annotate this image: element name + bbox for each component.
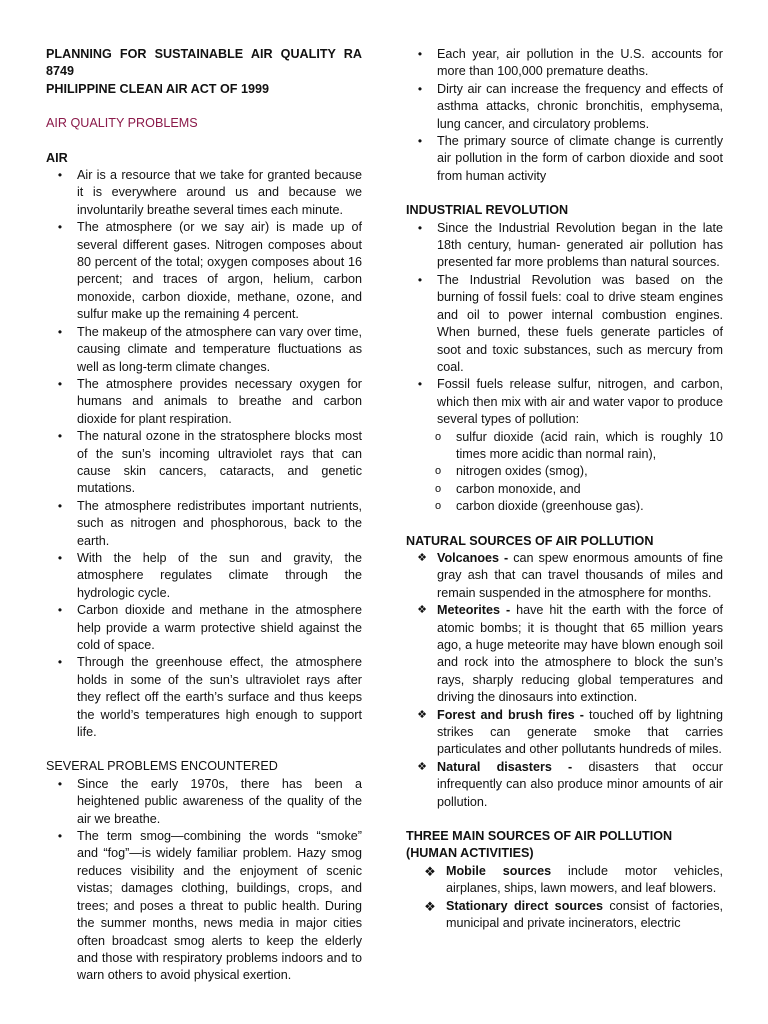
bullet-diamond-icon: ❖ [417,551,427,564]
bullet-dot-icon: • [57,829,63,844]
bullet-dot-icon: • [57,498,63,513]
bullet-diamond-icon: ❖ [424,863,436,879]
industrial-list [406,220,723,429]
list-item: • The primary source of climate change is currently air pollution in the form of carbon dioxide and soot from human activity [406,133,723,185]
bullet-diamond-icon: ❖ [417,708,427,721]
list-item: • Dirty air can increase the frequency and effects of asthma attacks, chronic bronchitis, emphysema, lung cancer, and circulatory problems. [406,81,723,133]
heading-several-problems: SEVERAL PROBLEMS ENCOUNTERED [46,759,278,774]
list-item: • The makeup of the atmosphere can vary over time, causing climate and temperature fluctuations as well as long-term climate changes. [46,324,362,376]
bullet-dot-icon: • [57,776,63,791]
list-item: • Carbon dioxide and methane in the atmosphere help provide a warm protective shield against the cold of space. [46,602,362,654]
bullet-dot-icon: • [417,272,423,287]
list-item: • Each year, air pollution in the U.S. accounts for more than 100,000 premature deaths. [406,46,723,81]
list-item: ❖ Stationary direct sources consist of factories, municipal and private incinerators, electric [424,898,723,931]
list-item: • The term smog—combining the words “smoke” and “fog”—is widely familiar problem. Hazy smog reduces visibility and the enjoyment of scenic vistas; damages clothing, buildings, crops, and trees; and poses a threat to public health. During the summer months, news media in major cities often broadcast smog alerts to keep the elderly and those with respiratory problems indoors and to warn others to avoid physical exertion. [46,828,362,985]
bullet-dot-icon: • [417,134,423,149]
heading-natural-sources: NATURAL SOURCES OF AIR POLLUTION [406,533,654,548]
bullet-dot-icon: • [417,220,423,235]
title-line-1: PLANNING FOR SUSTAINABLE AIR QUALITY RA 8749 [46,47,362,79]
heading-air-quality-problems: AIR QUALITY PROBLEMS [46,116,198,131]
natural-sources-list [406,550,723,811]
pollution-types-list [430,429,723,516]
bullet-diamond-icon: ❖ [417,760,427,773]
bullet-circle-icon: o [434,500,442,513]
heading-industrial-revolution: INDUSTRIAL REVOLUTION [406,203,569,218]
list-item: • Air is a resource that we take for granted because it is everywhere around us and because we involuntarily breathe several times each minute. [46,167,362,219]
list-item: o sulfur dioxide (acid rain, which is roughly 10 times more acidic than normal rain), [430,429,723,464]
bullet-dot-icon: • [57,324,63,339]
bullet-diamond-icon: ❖ [417,604,427,617]
left-column [46,46,362,985]
list-item: • Since the Industrial Revolution began in the late 18th century, human- generated air pollution has presented far more problems than natural sources. [406,220,723,272]
list-item: • Fossil fuels release sulfur, nitrogen, and carbon, which then mix with air and water vapor to produce several types of pollution: [406,376,723,428]
heading-three-main-sources: THREE MAIN SOURCES OF AIR POLLUTION (HUMAN ACTIVITIES) [406,829,673,861]
list-item: o carbon monoxide, and [430,481,723,498]
list-item: ❖ Forest and brush fires - touched off by lightning strikes can generate smoke that carries particulates and other pollutants hundreds of miles. [417,707,723,757]
air-list [46,167,362,741]
document-title [46,46,362,98]
bullet-dot-icon: • [57,429,63,444]
bullet-dot-icon: • [57,603,63,618]
right-column [406,46,723,933]
bullet-dot-icon: • [57,655,63,670]
list-item: • Through the greenhouse effect, the atmosphere holds in some of the sun’s ultraviolet rays after they reflect off the earth’s surface and thus keeps the world’s temperatures high enough to support life. [46,654,362,741]
title-line-2: PHILIPPINE CLEAN AIR ACT OF 1999 [46,81,269,96]
health-effects-list [406,46,723,185]
list-item: ❖ Natural disasters - disasters that occur infrequently can also produce minor amounts of air pollution. [417,759,724,809]
bullet-circle-icon: o [434,430,442,443]
problems-list [46,776,362,985]
bullet-dot-icon: • [57,550,63,565]
bullet-dot-icon: • [417,377,423,392]
bullet-dot-icon: • [57,168,63,183]
list-item: ❖ Volcanoes - can spew enormous amounts of fine gray ash that can travel thousands of miles and remain suspended in the atmosphere for months. [417,550,723,600]
list-item: • With the help of the sun and gravity, the atmosphere regulates climate through the hydrologic cycle. [46,550,362,602]
list-item: o nitrogen oxides (smog), [430,463,723,480]
heading-air: AIR [46,150,68,165]
bullet-dot-icon: • [57,220,63,235]
list-item: • The atmosphere (or we say air) is made up of several different gases. Nitrogen composes about 80 percent of the total; oxygen composes about 16 percent; and traces of argon, helium, carbon monoxide, carbon dioxide, methane, ozone, and sulfur make up the remaining 4 percent. [46,219,362,323]
bullet-dot-icon: • [417,47,423,61]
bullet-dot-icon: • [57,376,63,391]
human-sources-list [406,863,723,933]
list-item: • The atmosphere provides necessary oxygen for humans and animals to breathe and carbon dioxide for plant respiration. [46,376,362,428]
list-item: • The atmosphere redistributes important nutrients, such as nitrogen and phosphorous, back to the earth. [46,498,362,550]
list-item: o carbon dioxide (greenhouse gas). [430,498,723,515]
bullet-dot-icon: • [417,81,423,96]
list-item: ❖ Meteorites - have hit the earth with the force of atomic bombs; it is thought that 65 million years ago, a huge meteorite may have blown enough soil and rock into the atmosphere to block the sun’s rays, sharply reducing global temperatures and driving the dinosaurs into extinction. [417,603,723,705]
list-item: • The Industrial Revolution was based on the burning of fossil fuels: coal to drive steam engines and oil to power internal combustion engines. When burned, these fuels generate particles of soot and toxic substances, such as mercury from coal. [406,272,723,376]
list-item: • The natural ozone in the stratosphere blocks most of the sun’s incoming ultraviolet rays that can cause skin cancers, cataracts, and genetic mutations. [46,428,362,498]
bullet-circle-icon: o [434,465,442,478]
list-item: ❖ Mobile sources include motor vehicles, airplanes, ships, lawn mowers, and leaf blowers. [424,863,723,896]
bullet-diamond-icon: ❖ [424,898,436,914]
list-item: • Since the early 1970s, there has been a heightened public awareness of the quality of the air we breathe. [46,776,362,828]
bullet-circle-icon: o [434,482,442,495]
